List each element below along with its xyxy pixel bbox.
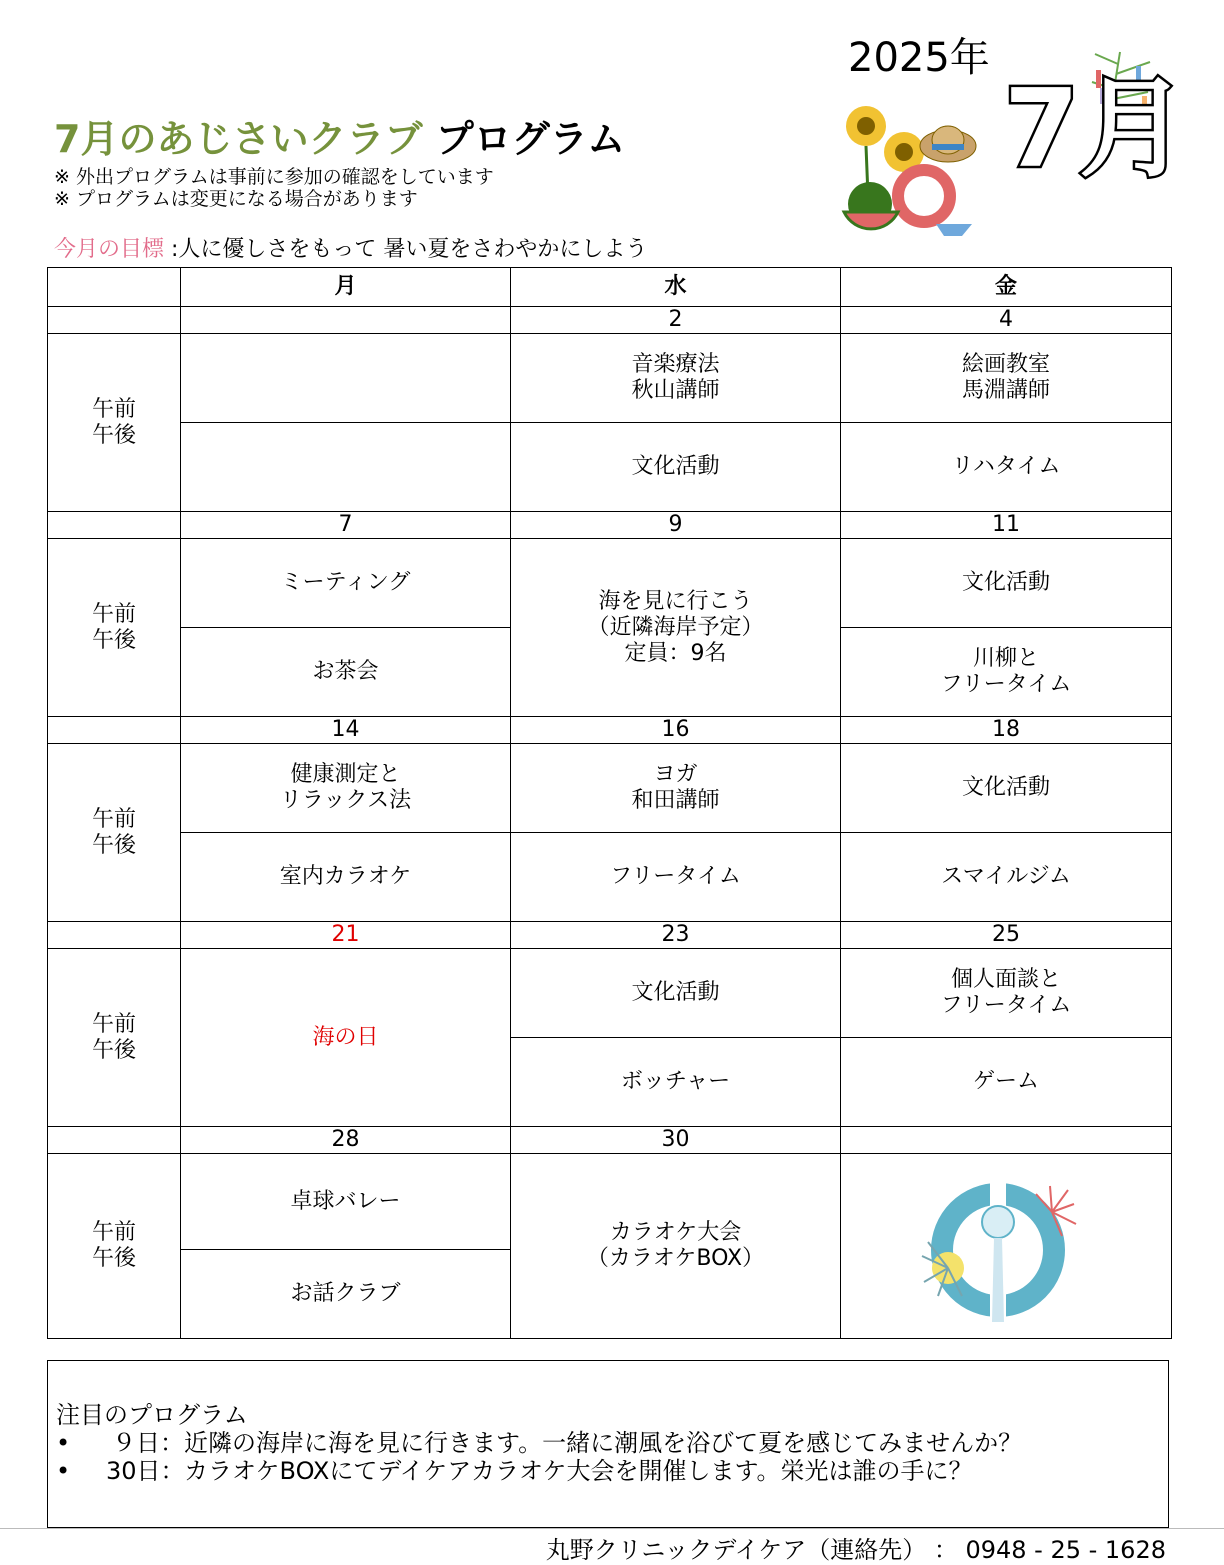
- time-label-pm: 午後: [91, 832, 136, 858]
- page-title: [54, 108, 625, 163]
- date-row: [48, 512, 1172, 539]
- activity-cell: 文化活動: [841, 539, 1172, 628]
- highlight-item: [56, 1457, 1022, 1485]
- highlight-item: [56, 1429, 1022, 1457]
- day-header-fri: 金: [841, 268, 1172, 307]
- activity-cell: 卓球バレー: [181, 1154, 511, 1250]
- notes: [54, 166, 494, 210]
- date-cell-holiday: 21: [181, 922, 511, 949]
- time-label-pm: 午後: [91, 1246, 136, 1271]
- date-cell: 28: [181, 1127, 511, 1154]
- fireworks-illustration-icon: [912, 1172, 1084, 1332]
- time-label-am: 午前: [91, 396, 136, 422]
- activity-cell-full-day: カラオケ大会 （カラオケBOX）: [511, 1154, 841, 1339]
- date-cell: 7: [181, 512, 511, 539]
- pm-row: [48, 423, 1172, 512]
- activity-cell: [181, 423, 511, 512]
- bullet-icon: •: [56, 1429, 71, 1457]
- title-program: プログラム: [435, 117, 626, 161]
- activity-cell: ミーティング: [181, 539, 511, 628]
- date-cell: 2: [511, 307, 841, 334]
- title-club-name: 7月のあじさいクラブ: [54, 117, 423, 161]
- highlight-date: ９日：: [112, 1429, 184, 1457]
- time-label-pm: 午後: [91, 627, 136, 653]
- activity-cell: 文化活動: [841, 744, 1172, 833]
- date-row: [48, 922, 1172, 949]
- month-number-graphic: 7月: [1004, 67, 1188, 192]
- pm-row: [48, 833, 1172, 922]
- date-row: [48, 307, 1172, 334]
- date-cell: [181, 307, 511, 334]
- activity-cell: ゲーム: [841, 1038, 1172, 1127]
- footer-contact: 丸野クリニックデイケア（連絡先） ： 0948 - 25 - 1628: [545, 1536, 1166, 1564]
- note-line: ※ 外出プログラムは事前に参加の確認をしています: [54, 166, 494, 188]
- holiday-cell: 海の日: [181, 949, 511, 1127]
- time-label-am: 午前: [91, 806, 136, 832]
- date-cell: [841, 1127, 1172, 1154]
- am-row: [48, 539, 1172, 628]
- time-label-pm: 午後: [91, 422, 136, 448]
- activity-cell: 個人面談と フリータイム: [841, 949, 1172, 1038]
- highlight-content: [56, 1401, 1022, 1485]
- highlight-title: 注目のプログラム: [56, 1401, 248, 1429]
- activity-cell: ヨガ 和田講師: [511, 744, 841, 833]
- time-label: [48, 334, 181, 512]
- monthly-goal: [54, 232, 647, 263]
- highlight-date: 30日：: [106, 1457, 185, 1485]
- time-label: [48, 949, 181, 1127]
- activity-cell: 文化活動: [511, 949, 841, 1038]
- date-cell: 16: [511, 717, 841, 744]
- am-row: [48, 744, 1172, 833]
- year-label: 2025年: [848, 35, 990, 81]
- activity-cell: [181, 334, 511, 423]
- bullet-icon: •: [56, 1457, 71, 1485]
- day-header-row: [48, 268, 1172, 307]
- highlight-text: 近隣の海岸に海を見に行きます。一緒に潮風を浴びて夏を感じてみませんか？: [184, 1429, 1023, 1457]
- activity-cell: フリータイム: [511, 833, 841, 922]
- goal-label: 今月の目標: [54, 237, 165, 262]
- activity-cell: 絵画教室 馬淵講師: [841, 334, 1172, 423]
- activity-cell: ボッチャー: [511, 1038, 841, 1127]
- activity-cell: お茶会: [181, 628, 511, 717]
- fireworks-illustration: [912, 1172, 1084, 1332]
- day-header-wed: 水: [511, 268, 841, 307]
- time-label-am: 午前: [91, 1011, 136, 1037]
- activity-cell: 音楽療法 秋山講師: [511, 334, 841, 423]
- date-cell: 14: [181, 717, 511, 744]
- activity-cell-full-day: 海を見に行こう （近隣海岸予定） 定員：9名: [511, 539, 841, 717]
- am-row: [48, 949, 1172, 1038]
- corner-cell: [48, 268, 181, 307]
- highlight-box: [47, 1360, 1169, 1528]
- date-row: [48, 717, 1172, 744]
- summer-illustration-icon: [836, 96, 986, 246]
- date-cell: 11: [841, 512, 1172, 539]
- activity-cell: お話クラブ: [181, 1250, 511, 1339]
- summer-illustration: [836, 96, 986, 246]
- time-label: [48, 744, 181, 922]
- date-cell: 30: [511, 1127, 841, 1154]
- time-label-am: 午前: [91, 601, 136, 627]
- note-line: ※ プログラムは変更になる場合があります: [54, 188, 418, 210]
- activity-cell: 川柳と フリータイム: [841, 628, 1172, 717]
- goal-text: :人に優しさをもって 暑い夏をさわやかにしよう: [171, 237, 648, 262]
- day-header-mon: 月: [181, 268, 511, 307]
- activity-cell: 文化活動: [511, 423, 841, 512]
- date-cell: 4: [841, 307, 1172, 334]
- date-cell: 23: [511, 922, 841, 949]
- activity-cell: リハタイム: [841, 423, 1172, 512]
- month-graphic: [1000, 44, 1188, 244]
- date-row: [48, 1127, 1172, 1154]
- date-cell: 9: [511, 512, 841, 539]
- time-label: [48, 539, 181, 717]
- activity-cell: スマイルジム: [841, 833, 1172, 922]
- highlight-text: カラオケBOXにてデイケアカラオケ大会を開催します。栄光は誰の手に？: [184, 1457, 973, 1485]
- time-label-pm: 午後: [91, 1037, 136, 1063]
- activity-cell: 室内カラオケ: [181, 833, 511, 922]
- footer-divider: [0, 1528, 1224, 1529]
- date-cell: 18: [841, 717, 1172, 744]
- date-cell: 25: [841, 922, 1172, 949]
- am-row: [48, 334, 1172, 423]
- tanabata-bamboo-icon: [1000, 44, 1188, 244]
- time-label: [48, 1154, 181, 1339]
- activity-cell: 健康測定と リラックス法: [181, 744, 511, 833]
- time-label-am: 午前: [91, 1220, 136, 1245]
